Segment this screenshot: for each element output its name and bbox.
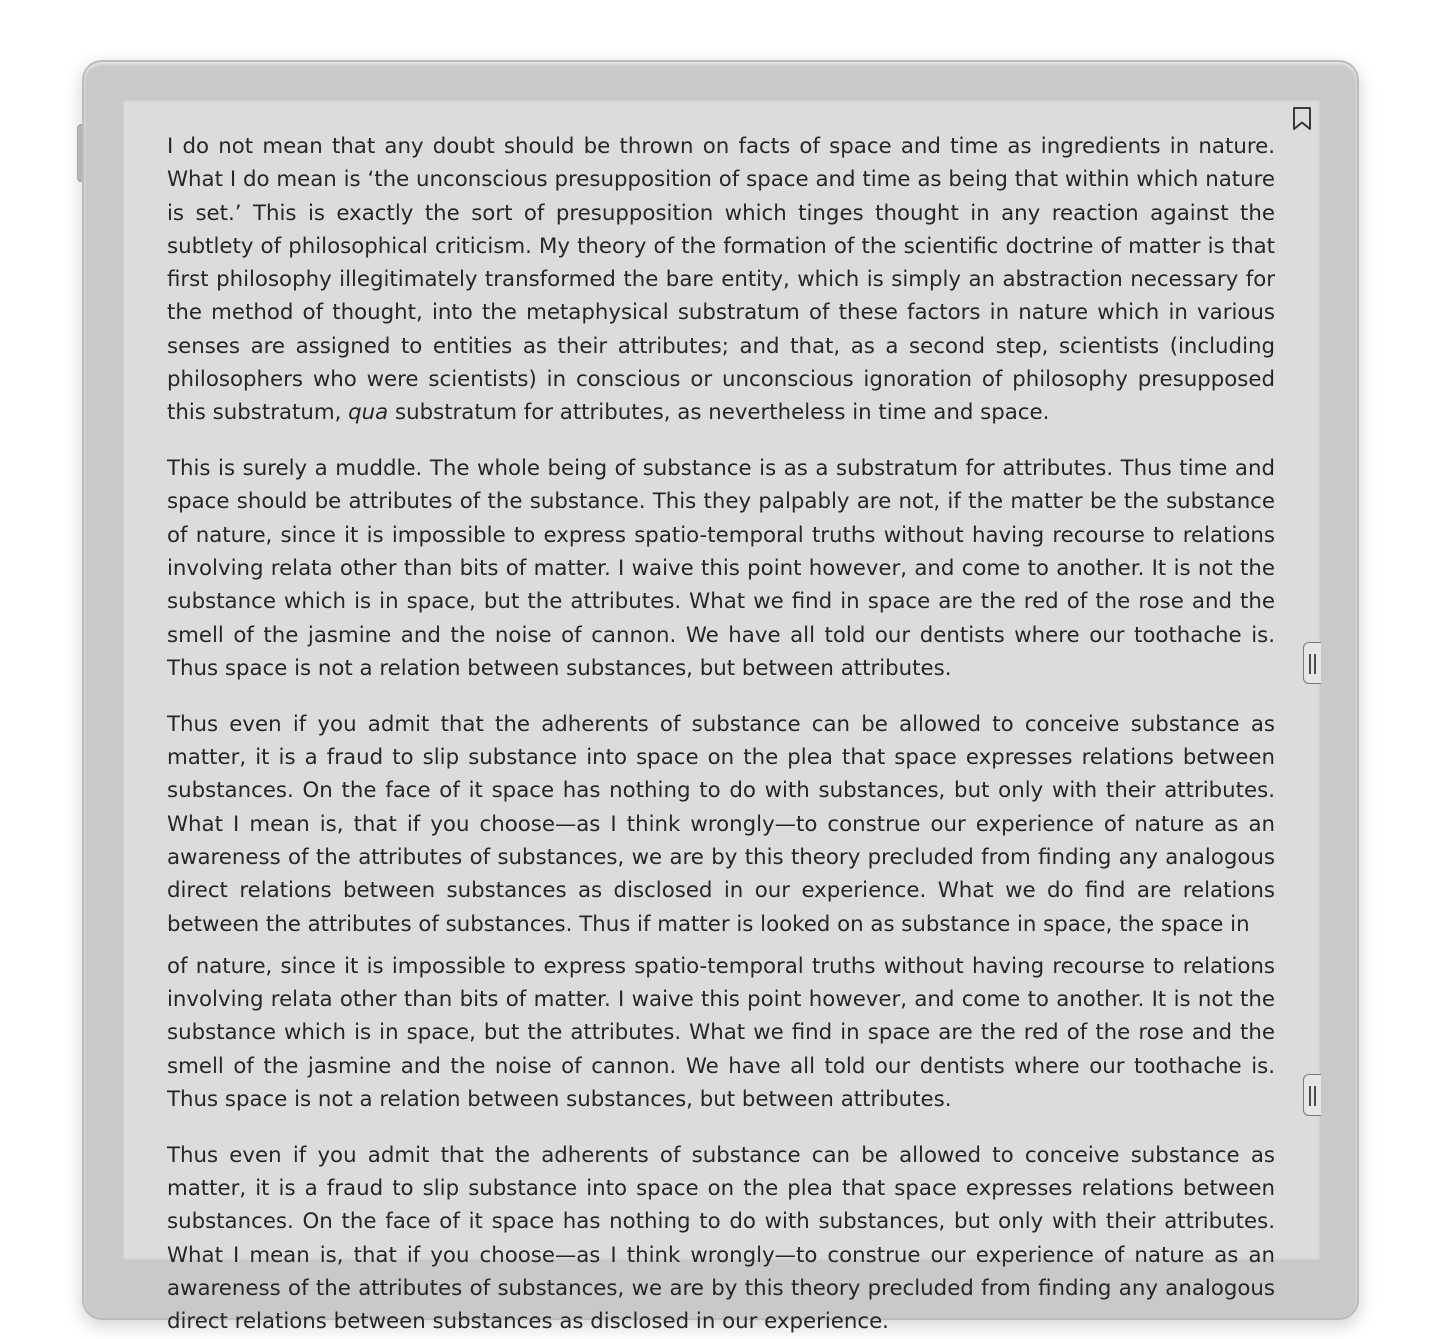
drag-handle-icon[interactable]	[1303, 642, 1321, 684]
grip-line-icon	[1309, 654, 1311, 674]
page-text	[167, 130, 1275, 1339]
paragraph-3: Thus even if you admit that the adherents of substance can be allowed to conceive substance as matter, it is a fraud to slip substance into space on the plea that space expresses relations between substances. On the face of it space has nothing to do with substances, but only with their attributes. What I mean is, that if you choose—as I think wrongly—to construe our experience of nature as an awareness of the attributes of substances, we are by this theory precluded from finding any analogous direct relations between substances as disclosed in our experience. What we do find are relations between the attributes of substances. Thus if matter is looked on as substance in space, the space in	[167, 711, 1275, 937]
paragraph-4: of nature, since it is impossible to express spatio-temporal truths without having recourse to relations involving relata other than bits of matter. I waive this point however, and come to another. It is not the substance which is in space, but the attributes. What we find in space are the red of the rose and the smell of the jasmine and the noise of cannon. We have all told our dentists where our toothache is. Thus space is not a relation between substances, but between attributes.	[167, 953, 1275, 1113]
paragraph-1-text: I do not mean that any doubt should be thrown on facts of space and time as ingredients in nature. What I do mean is ‘the unconscious presupposition of space and time as being that within which nature is set.’ This is exactly the sort of presupposition which tinges thought in any reaction against the subtlety of philosophical criticism. My theory of the formation of the scientific doctrine of matter is that first philosophy illegitimately transformed the bare entity, which is simply an abstraction necessary for the method of thought, into the metaphysical substratum of these factors in nature which in various senses are assigned to entities as their attributes; and that, as a second step, scientists (including philosophers who were scientists) in conscious or unconscious ignoration of philosophy presupposed this substratum,	[167, 134, 1275, 426]
paragraph-5: Thus even if you admit that the adherents of substance can be allowed to conceive substance as matter, it is a fraud to slip substance into space on the plea that space expresses relations between substances. On the face of it space has nothing to do with substances, but only with their attributes. What I mean is, that if you choose—as I think wrongly—to construe our experience of nature as an awareness of the attributes of substances, we are by this theory precluded from finding any analogous direct relations between substances as disclosed in our experience.	[167, 1142, 1275, 1335]
reader-screen	[123, 100, 1320, 1335]
grip-line-icon	[1314, 1086, 1316, 1106]
grip-line-icon	[1314, 654, 1316, 674]
paragraph-1-italic: qua	[348, 400, 389, 426]
paragraph-2: This is surely a muddle. The whole being of substance is as a substratum for attributes. Thus time and space should be attributes of the substance. This they palpably are not, if the matter be the substance of nature, since it is impossible to express spatio-temporal truths without having recourse to relations involving relata other than bits of matter. I waive this point however, and come to another. It is not the substance which is in space, but the attributes. What we find in space are the red of the rose and the smell of the jasmine and the noise of cannon. We have all told our dentists where our toothache is. Thus space is not a relation between substances, but between attributes.	[167, 456, 1275, 681]
paragraph-1	[167, 130, 1275, 430]
grip-line-icon	[1309, 1086, 1311, 1106]
paragraph-1-text-end: substratum for attributes, as nevertheless in time and space.	[388, 400, 1050, 426]
drag-handle-icon[interactable]	[1303, 1074, 1321, 1116]
bookmark-icon[interactable]	[1291, 106, 1313, 132]
